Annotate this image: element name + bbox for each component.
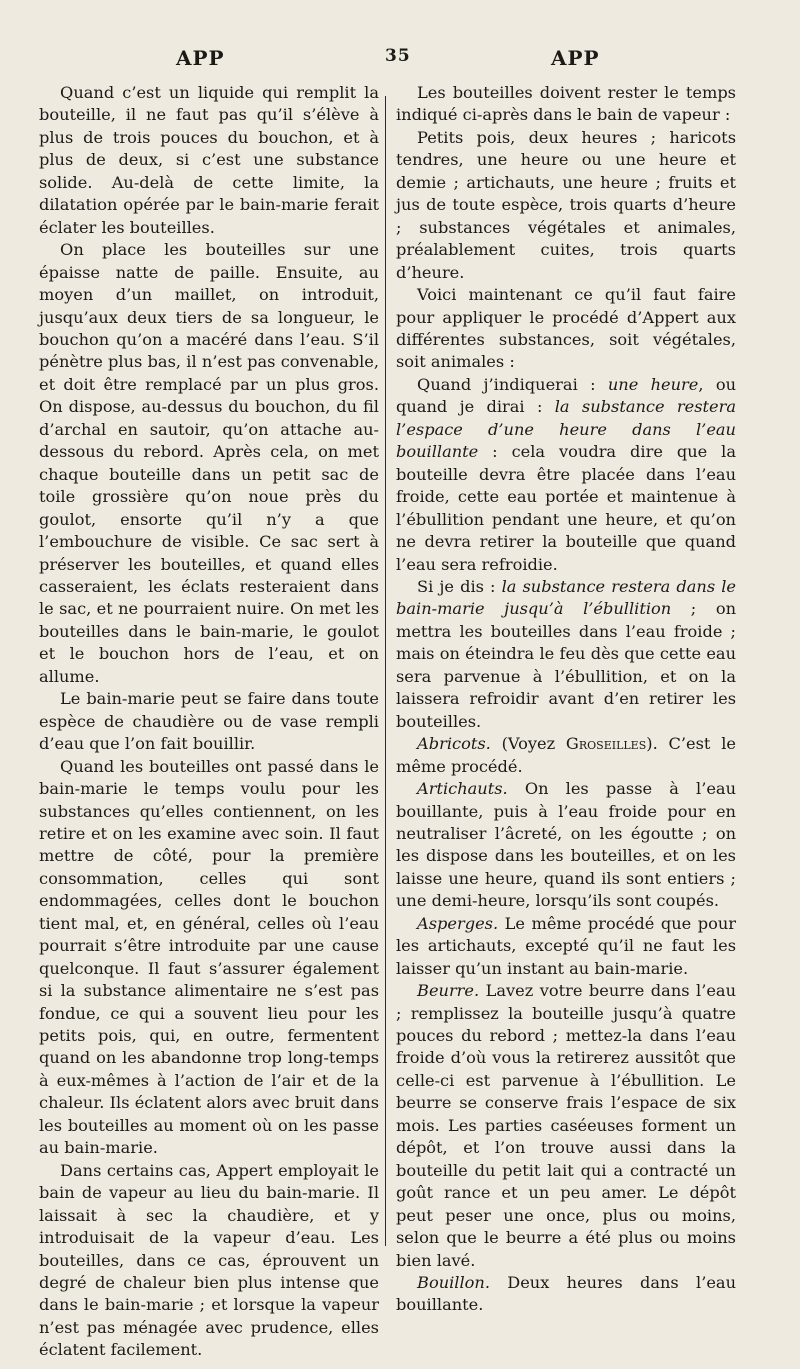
paragraph: Quand c’est un liquide qui remplit la bouteille, il ne faut pas qu’il s’élève à plus de trois pouces du bouchon, et à plus de deux, si c’est une substance solide. Au-delà de cette limite, la dilatation opérée par le bain-marie ferait éclater les bouteilles.: [39, 83, 379, 237]
paragraph: Voici maintenant ce qu’il faut faire pour appliquer le procédé d’Appert aux différentes substances, soit végétales, soit animales :: [396, 285, 736, 372]
paragraph: Le bain-marie peut se faire dans toute espèce de chaudière ou de vase rempli d’eau que l’on fait bouillir.: [39, 689, 379, 754]
text-run: (Voyez: [490, 734, 566, 754]
paragraph: Dans certains cas, Appert employait le bain de vapeur au lieu du bain-marie. Il laissait à sec la chaudière, et y introduisait de la vapeur d’eau. Les bouteilles, dans ce cas, éprouvent un degré de chaleur bien plus intense que dans le bain-marie ; et lorsque la vapeur n’est pas ménagée avec prudence, elles éclatent facilement.: [39, 1160, 379, 1360]
header-right-word: APP: [551, 46, 600, 70]
entry-term: Bouillon.: [417, 1273, 490, 1293]
page-number: 35: [385, 46, 411, 66]
paragraph: Les bouteilles doivent rester le temps indiqué ci-après dans le bain de vapeur :: [396, 83, 736, 125]
right-column: [396, 82, 736, 1317]
text-run: Quand j’indiquerai :: [417, 374, 608, 394]
column-divider: [385, 96, 386, 1246]
italic-run: une heure: [607, 374, 699, 394]
paragraph: Quand les bouteilles ont passé dans le bain-marie le temps voulu pour les substances qu’elles contiennent, on les retire et on les examine avec soin. Il faut mettre de côté, pour la première consommation, celles qui sont endommagées, celles dont le bouchon tient mal, et, en général, celles où l’eau pourrait s’être introduite par une cause quelconque. Il faut s’assurer également si la substance alimentaire ne s’est pas fondue, ce qui a souvent lieu pour les petits pois, qui, en outre, fermentent quand on les abandonne trop long-temps à eux-mêmes à l’action de l’air et de la chaleur. Ils éclatent alors avec bruit dans les bouteilles au moment où on les passe au bain-marie.: [39, 756, 379, 1158]
entry-text: Deux heures dans l’eau bouillante.: [396, 1273, 736, 1315]
entry-artichauts: [396, 778, 736, 913]
entry-text: Lavez votre beurre dans l’eau ; remplissez la bouteille jusqu’à quatre pouces du rebord ; mettez-la dans l’eau froide d’où vous la retirerez aussitôt que celle-ci est parvenue à l’ébullition. Le beurre se conserve frais l’espace de six mois. Les parties caséeuses forment un dépôt, et l’on trouve aussi dans la bouteille du petit lait qui a contracté un goût rance et un peu amer. Le dépôt peut peser une once, plus ou moins, selon que le beurre a été plus ou moins bien lavé.: [396, 981, 736, 1270]
italic-run: la substance restera l’espace d’une heure dans l’eau bouillante: [396, 397, 736, 462]
text-run: ). C’est le même procédé.: [396, 734, 736, 776]
text-run: : cela voudra dire que la bouteille devra être placée dans l’eau froide, cette eau portée et maintenue à l’ébullition pendant une heure, et qu’on ne devra retirer la bouteille que quand l’eau sera refroidie.: [396, 442, 736, 574]
running-header: [0, 46, 800, 76]
entry-bouillon: [396, 1272, 736, 1317]
header-left-word: APP: [176, 46, 225, 70]
paragraph: [396, 576, 736, 733]
entry-term: Asperges.: [417, 913, 499, 933]
entry-text: On les passe à l’eau bouillante, puis à l’eau froide pour en neutraliser l’âcreté, on les égoutte ; on les dispose dans les bouteilles, et on les laisse une heure, quand ils sont entiers ; une demi-heure, lorsqu’ils sont coupés.: [396, 779, 736, 911]
entry-term: Abricots.: [417, 734, 491, 754]
text-run: , ou quand je dirai :: [396, 374, 737, 417]
entry-asperges: [396, 913, 736, 980]
text-run: ; on mettra les bouteilles dans l’eau froide ; mais on éteindra le feu dès que cette eau sera parvenue à l’ébullition, et on la laissera refroidir avant d’en retirer les bouteilles.: [396, 599, 736, 731]
italic-run: la substance restera dans le bain-marie jusqu’à l’ébullition: [396, 576, 736, 619]
left-column: [39, 82, 379, 1362]
cross-reference: Groseilles: [565, 734, 647, 754]
entry-abricots: [396, 733, 736, 778]
paragraph: [396, 374, 736, 576]
entry-beurre: [396, 980, 736, 1272]
paragraph: Petits pois, deux heures ; haricots tendres, une heure ou une heure et demie ; artichauts, une heure ; fruits et jus de toute espèce, trois quarts d’heure ; substances végétales et animales, préalablement cuites, trois quarts d’heure.: [396, 127, 736, 282]
entry-term: Beurre.: [417, 981, 480, 1001]
text-run: Si je dis :: [417, 576, 502, 596]
entry-text: Le même procédé que pour les artichauts, excepté qu’il ne faut les laisser qu’un instant au bain-marie.: [396, 913, 736, 978]
paragraph: On place les bouteilles sur une épaisse natte de paille. Ensuite, au moyen d’un maillet, on introduit, jusqu’aux deux tiers de sa longueur, le bouchon qu’on a macéré dans l’eau. S’il pénètre plus bas, il n’est pas convenable, et doit être remplacé par un plus gros. On dispose, au-dessus du bouchon, du fil d’archal en sautoir, qu’on attache au-dessous du rebord. Après cela, on met chaque bouteille dans un petit sac de toile grossière qu’on noue près du goulot, ensorte qu’il n’y a que l’embouchure de visible. Ce sac sert à préserver les bouteilles, et quand elles casseraient, les éclats resteraient dans le sac, et ne pourraient nuire. On met les bouteilles dans le bain-marie, le goulot et le bouchon hors de l’eau, et on allume.: [39, 240, 379, 686]
entry-term: Artichauts.: [417, 779, 508, 799]
